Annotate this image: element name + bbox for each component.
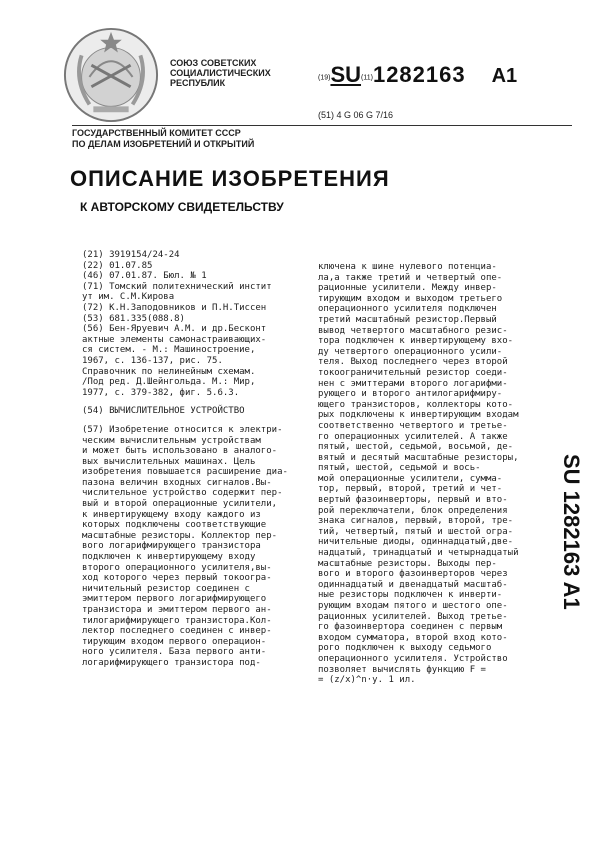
abstract-left — [82, 425, 308, 669]
abstract-line: вого и второго фазоинверторов через — [318, 569, 508, 580]
committee-line: ГОСУДАРСТВЕННЫЙ КОМИТЕТ СССР — [72, 128, 241, 138]
abstract-line: рого подключен к выходу седьмого — [318, 643, 492, 654]
margin-patent-number — [536, 452, 584, 662]
abstract-line: = (z/x)^n·y. 1 ил. — [318, 675, 416, 686]
abstract-line: соответственно четвертого и третье- — [318, 420, 508, 431]
invention-title: (54) ВЫЧИСЛИТЕЛЬНОЕ УСТРОЙСТВО — [82, 406, 245, 417]
abstract-line: тилогарифмирующего транзистора.Кол- — [82, 615, 272, 626]
biblio-line: (22) 01.07.85 — [82, 260, 153, 271]
state-emblem-seal — [62, 26, 160, 124]
abstract-line: вый и второй операционные усилители, — [82, 499, 278, 510]
patent-number-block — [318, 62, 517, 88]
abstract-line: токоограничительный резистор соеди- — [318, 367, 508, 378]
ipc-classification: (51) 4 G 06 G 7/16 — [318, 110, 394, 120]
abstract-line: логарифмирующего транзистора под- — [82, 657, 261, 668]
abstract-line: ческим вычислительным устройствам — [82, 435, 261, 446]
biblio-line: 1977, с. 379-382, фиг. 5.6.3. — [82, 387, 240, 398]
abstract-line: ющего транзисторов, коллекторы кото- — [318, 399, 514, 410]
abstract-line: рующим входам пятого и шестого опе- — [318, 601, 508, 611]
margin-patent-stamp: SU 1282163 A1 — [559, 454, 584, 610]
agency-header — [170, 58, 271, 88]
code-19: (19) — [318, 74, 331, 82]
abstract-line: операционного усилителя подключен — [318, 304, 497, 315]
abstract-line: числительное устройство содержит пер- — [82, 488, 283, 499]
abstract-line: рой переключатели, блок определения — [318, 505, 508, 516]
abstract-line: вывод четвертого масштабного резис- — [318, 325, 508, 336]
abstract-line: (57) Изобретение относится к электри- — [82, 424, 283, 435]
abstract-line: ла,а также третий и четвертый опе- — [318, 272, 503, 283]
abstract-line: ничительный резистор соединен с — [82, 583, 250, 594]
abstract-line: одиннадцатый и двенадцатый масштаб- — [318, 579, 508, 590]
bibliographic-data — [82, 250, 308, 398]
agency-line: СОЦИАЛИСТИЧЕСКИХ — [170, 68, 271, 78]
biblio-line: (46) 07.01.87. Бюл. № 1 — [82, 271, 207, 282]
abstract-line: операционного усилителя. Устройство — [318, 653, 508, 664]
abstract-line: знака сигналов, первый, второй, тре- — [318, 516, 514, 527]
abstract-line: ного усилителя. База первого анти- — [82, 647, 267, 658]
abstract-line: рых подключены к инвертирующим входам — [318, 410, 519, 421]
biblio-line: ут им. С.М.Кирова — [82, 292, 175, 303]
biblio-line: (56) Бен-Яруевич А.М. и др.Бесконт — [82, 324, 267, 335]
abstract-line: рационные усилители. Между инвер- — [318, 283, 497, 294]
code-11: (11) — [361, 74, 373, 82]
abstract-line: теля. Выход последнего через второй — [318, 357, 508, 368]
abstract-line: вого логарифмирующего транзистора — [82, 541, 261, 552]
document-kind: A1 — [491, 65, 518, 87]
abstract-line: подключен к инвертирующему входу — [82, 552, 256, 563]
abstract-line: позволяет вычислять функцию F = — [318, 664, 486, 675]
abstract-line: го фазоинвертора соединен с первым — [318, 622, 503, 633]
committee-line: ПО ДЕЛАМ ИЗОБРЕТЕНИЙ И ОТКРЫТИЙ — [72, 139, 255, 149]
abstract-line: которых подключены соответствующие — [82, 520, 267, 531]
biblio-line: /Под ред. Д.Шейнгольда. М.: Мир, — [82, 377, 256, 388]
abstract-line: масштабные резисторы. Выходы пер- — [318, 558, 497, 569]
biblio-line: актные элементы самонастраивающих- — [82, 334, 267, 345]
abstract-line: масштабные резисторы. Коллектор пер- — [82, 530, 278, 541]
abstract-line: тирующим входом и выходом третьего — [318, 293, 503, 304]
country-code: SU — [330, 62, 362, 87]
abstract-line: вятый и десятый масштабные резисторы, — [318, 452, 519, 463]
agency-line: РЕСПУБЛИК — [170, 78, 226, 88]
abstract-line: ные резисторы подключен к инверти- — [318, 590, 503, 601]
document-subtitle: К АВТОРСКОМУ СВИДЕТЕЛЬСТВУ — [80, 200, 284, 214]
biblio-line: (53) 681.335(088.8) — [82, 313, 185, 324]
abstract-line: транзистора и эмиттером первого ан- — [82, 605, 272, 615]
abstract-line: ничительные диоды, одиннадцатый,две- — [318, 537, 514, 548]
left-column — [82, 250, 308, 669]
abstract-line: тор, первый, второй, третий и чет- — [318, 484, 503, 495]
abstract-line: надцатый, тринадцатый и четырнадцатый — [318, 548, 519, 559]
header-rule — [72, 125, 572, 126]
patent-number: 1282163 — [372, 62, 466, 87]
biblio-line: ся систем. - М.: Машиностроение, — [82, 345, 256, 356]
abstract-line: тий, четвертый, пятый и шестой огра- — [318, 526, 514, 537]
abstract-line: тора подключен к инвертирующему вхо- — [318, 336, 514, 347]
abstract-line: ход которого через первый токоогра- — [82, 573, 272, 584]
abstract-line: нен с эмиттерами второго логарифми- — [318, 378, 508, 389]
abstract-line: изобретения повышается расширение диа- — [82, 467, 288, 478]
abstract-line: вертый фазоинверторы, первый и вто- — [318, 495, 508, 506]
agency-line: СОЮЗ СОВЕТСКИХ — [170, 58, 257, 68]
biblio-line: (72) К.Н.Заподовников и П.Н.Тиссен — [82, 302, 267, 313]
abstract-line: эмиттером первого логарифмирующего — [82, 594, 267, 605]
biblio-line: (71) Томский политехнический инстит — [82, 281, 272, 292]
abstract-line: мой операционные усилители, сумма- — [318, 473, 503, 484]
biblio-line: (21) 3919154/24-24 — [82, 250, 180, 260]
document-title: ОПИСАНИЕ ИЗОБРЕТЕНИЯ — [70, 166, 390, 191]
biblio-line: Справочник по нелинейным схемам. — [82, 366, 256, 377]
abstract-line: вых вычислительных машинах. Цель — [82, 456, 256, 467]
abstract-line: пазона величин входных сигналов.Вы- — [82, 477, 272, 488]
abstract-line: рующего и второго антилогарифмиру- — [318, 389, 503, 400]
abstract-line: лектор последнего соединен с инвер- — [82, 626, 272, 637]
biblio-line: 1967, с. 136-137, рис. 75. — [82, 355, 223, 366]
abstract-line: третий масштабный резистор.Первый — [318, 314, 497, 325]
abstract-line: рационных усилителей. Выход третье- — [318, 611, 508, 622]
abstract-line: к инвертирующему входу каждого из — [82, 509, 261, 520]
abstract-line: и может быть использовано в аналого- — [82, 446, 278, 457]
abstract-line: ду четвертого операционного усили- — [318, 346, 503, 357]
abstract-line: пятый, шестой, седьмой, восьмой, де- — [318, 442, 514, 453]
abstract-line: второго операционного усилителя,вы- — [82, 562, 272, 573]
abstract-line: входом сумматора, второй вход кото- — [318, 632, 508, 643]
abstract-line: тирующим входом первого операцион- — [82, 636, 267, 647]
committee-header — [72, 128, 254, 150]
abstract-line: го операционных усилителей. А также — [318, 431, 508, 442]
abstract-line: ключена к шине нулевого потенциа- — [318, 262, 497, 272]
abstract-line: пятый, шестой, седьмой и вось- — [318, 463, 481, 474]
right-column — [318, 262, 552, 686]
